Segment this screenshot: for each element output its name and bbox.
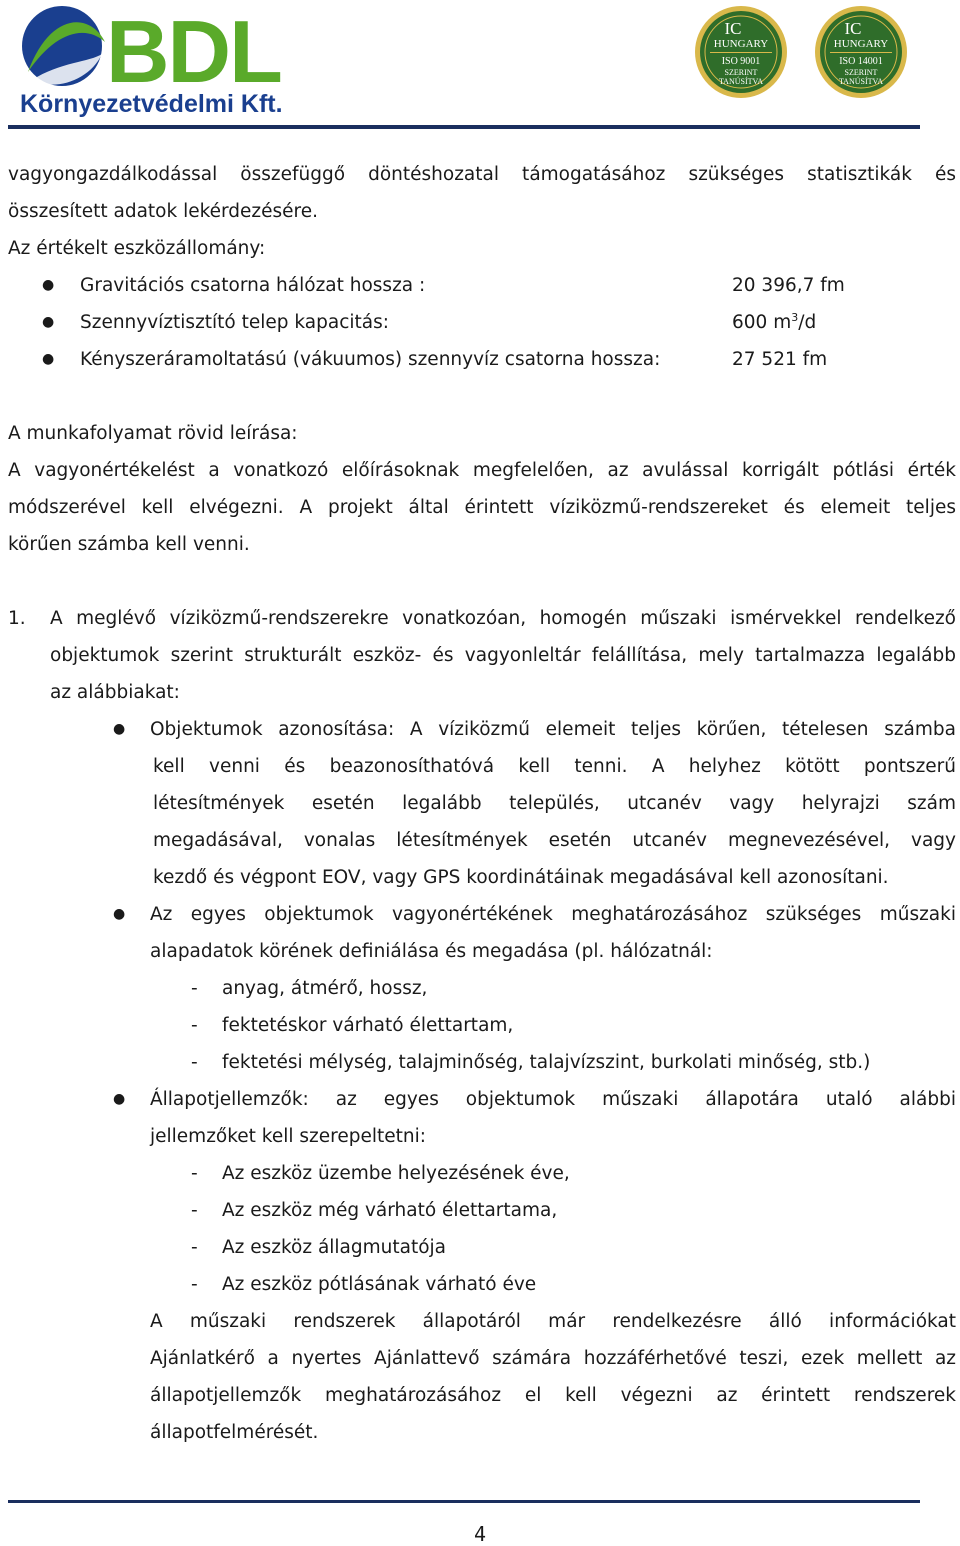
bullet-icon: ●: [42, 351, 55, 367]
dash-icon: -: [191, 1163, 198, 1184]
footer-divider: [8, 1500, 920, 1503]
process-line: módszerével kell elvégezni. A projekt által érintett víziközmű-rendszereket és elemeit teljes: [8, 497, 956, 518]
asset-value: 600 $m^3/d$: [732, 310, 817, 333]
bullet-a-line: megadásával, vonalas létesítmények esetén utcanév megnevezésével, vagy: [153, 830, 956, 851]
bullet-icon: ●: [42, 277, 55, 293]
closing-line: A műszaki rendszerek állapotáról már rendelkezésre álló információkat: [150, 1311, 956, 1332]
bullet-c-line: ● Állapotjellemzők: az egyes objektumok műszaki állapotára utaló alábbi: [8, 1081, 956, 1118]
bullet-c-line: jellemzőket kell szerepeltetni:: [150, 1126, 426, 1147]
header-divider: [8, 125, 920, 129]
bullet-icon: ●: [42, 314, 55, 330]
iso-14001-seal: [813, 2, 909, 106]
bullet-a-line: kell venni és beazonosíthatóvá kell tenni. A helyhez kötött pontszerű: [153, 756, 956, 777]
iso-9001-seal: [693, 2, 789, 106]
company-logo: [10, 2, 300, 120]
asset-label: Gravitációs csatorna hálózat hossza :: [80, 275, 426, 296]
item-number: 1.: [8, 608, 26, 629]
logo-swoosh-icon: [22, 6, 105, 86]
closing-line: Ajánlatkérő a nyertes Ajánlattevő számára hozzáférhetővé teszi, ezek mellett az: [150, 1348, 956, 1369]
dash-item: - fektetési mélység, talajminőség, talajvízszint, burkolati minőség, stb.): [8, 1044, 956, 1081]
asset-label: Kényszeráramoltatású (vákuumos) szennyvíz csatorna hossza:: [80, 349, 661, 370]
svg-text:TANÚSÍTVA: TANÚSÍTVA: [718, 77, 764, 86]
assets-title: Az értékelt eszközállomány:: [8, 238, 266, 259]
svg-text:ISO 9001: ISO 9001: [721, 56, 761, 67]
intro-line: összesített adatok lekérdezésére.: [8, 201, 319, 222]
document-body: [8, 156, 956, 1451]
intro-line: vagyongazdálkodással összefüggő döntéshozatal támogatásához szükséges statisztikák és: [8, 164, 956, 185]
page-number: 4: [473, 1522, 487, 1546]
asset-label: Szennyvíztisztító telep kapacitás:: [80, 312, 389, 333]
bullet-icon: ●: [113, 1091, 126, 1107]
dash-icon: -: [191, 1237, 198, 1258]
asset-value: 20 396,7 fm: [732, 275, 845, 296]
bullet-a-line: létesítmények esetén legalább település, utcanév vagy helyrajzi szám: [153, 793, 956, 814]
dash-item: - fektetéskor várható élettartam,: [8, 1007, 956, 1044]
dash-item: - Az eszköz üzembe helyezésének éve,: [8, 1155, 956, 1192]
item-1-line: objektumok szerint strukturált eszköz- és vagyonleltár felállítása, mely tartalmazza legalább: [50, 645, 956, 666]
bullet-icon: ●: [113, 906, 126, 922]
logo-subtitle: Környezetvédelmi Kft.: [20, 90, 283, 118]
closing-line: állapotjellemzők meghatározásához el kell végezni az érintett rendszerek: [150, 1385, 956, 1406]
dash-item: - anyag, átmérő, hossz,: [8, 970, 956, 1007]
svg-text:IC: IC: [844, 19, 862, 38]
svg-text:HUNGARY: HUNGARY: [713, 38, 769, 50]
closing-line: állapotfelmérését.: [150, 1422, 319, 1443]
bullet-icon: ●: [113, 721, 126, 737]
item-1-line: az alábbiakat:: [50, 682, 180, 703]
svg-text:HUNGARY: HUNGARY: [833, 38, 889, 50]
bullet-a-line: ● Objektumok azonosítása: A víziközmű elemeit teljes körűen, tételesen számba: [8, 711, 956, 748]
svg-text:ISO 14001: ISO 14001: [839, 56, 883, 67]
svg-text:TANÚSÍTVA: TANÚSÍTVA: [838, 77, 884, 86]
dash-item: - Az eszköz pótlásának várható éve: [8, 1266, 956, 1303]
process-title: A munkafolyamat rövid leírása:: [8, 423, 298, 444]
asset-row: [8, 267, 956, 304]
asset-row: [8, 341, 956, 378]
asset-value: 27 521 fm: [732, 349, 828, 370]
svg-text:IC: IC: [724, 19, 742, 38]
bullet-b-line: ● Az egyes objektumok vagyonértékének meghatározásához szükséges műszaki: [8, 896, 956, 933]
dash-icon: -: [191, 1274, 198, 1295]
dash-icon: -: [191, 1200, 198, 1221]
process-line: A vagyonértékelést a vonatkozó előírásoknak megfelelően, az avulással korrigált pótlási érték: [8, 460, 956, 481]
dash-icon: -: [191, 1052, 198, 1073]
svg-text:SZERINT: SZERINT: [844, 68, 878, 77]
logo-text: BDL: [106, 2, 281, 101]
item-1-line: 1. A meglévő víziközmű-rendszerekre vonatkozóan, homogén műszaki ismérvekkel rendelkező: [8, 600, 956, 637]
dash-icon: -: [191, 978, 198, 999]
asset-row: [8, 304, 956, 341]
process-line: körűen számba kell venni.: [8, 534, 250, 555]
dash-item: - Az eszköz állagmutatója: [8, 1229, 956, 1266]
dash-icon: -: [191, 1015, 198, 1036]
bullet-b-line: alapadatok körének definiálása és megadása (pl. hálózatnál:: [150, 941, 713, 962]
svg-text:SZERINT: SZERINT: [724, 68, 758, 77]
dash-item: - Az eszköz még várható élettartama,: [8, 1192, 956, 1229]
bullet-a-line: kezdő és végpont EOV, vagy GPS koordinátáinak megadásával kell azonosítani.: [153, 867, 889, 888]
